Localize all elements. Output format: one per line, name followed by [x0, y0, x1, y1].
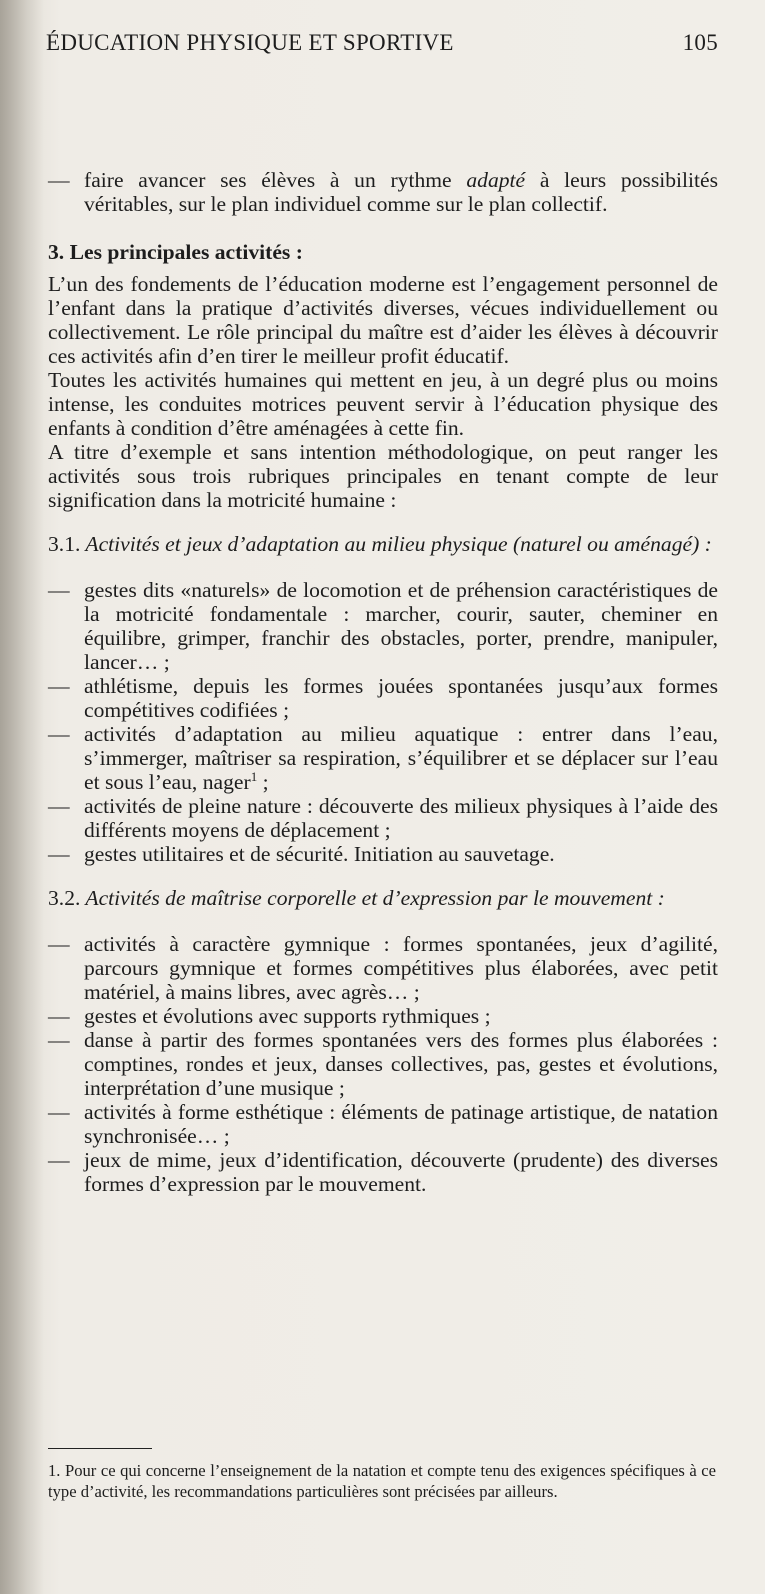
list-item [48, 794, 718, 842]
page-body [48, 168, 718, 1196]
dash-bullet: — [48, 794, 70, 818]
list-item-text: danse à partir des formes spontanées vers des formes plus élaborées : comptines, rondes et jeux, danses collectives, pas, gestes et évolutions, interprétation d’une musique ; [84, 1028, 718, 1100]
list-item-text: athlétisme, depuis les formes jouées spontanées jusqu’aux formes compétitives codifiées ; [84, 674, 718, 722]
intro-text-a: faire avancer ses élèves à un rythme [84, 168, 467, 192]
dash-bullet: — [48, 1004, 70, 1028]
footnote-separator [48, 1448, 152, 1449]
dash-bullet: — [48, 1028, 70, 1052]
dash-bullet: — [48, 842, 70, 866]
subsection-number: 3.1. [48, 532, 81, 556]
section-3-heading: 3. Les principales activités : [48, 240, 303, 264]
list-item [48, 932, 718, 1004]
subsection-3-2-heading [48, 886, 718, 910]
dash-bullet: — [48, 722, 70, 746]
list-item [48, 578, 718, 674]
subsection-title: Activités de maîtrise corporelle et d’expression par le mouvement : [85, 886, 665, 910]
list-item [48, 1004, 718, 1028]
list-item [48, 1100, 718, 1148]
running-title: ÉDUCATION PHYSIQUE ET SPORTIVE [46, 30, 454, 55]
section-3-paragraph: L’un des fondements de l’éducation moderne est l’engagement personnel de l’enfant dans la pratique d’activités diverses, vécues individuellement ou collectivement. Le rôle principal du maître est d’aider les élèves à découvrir ces activités afin d’en tirer le meilleur profit éducatif. [48, 272, 718, 368]
list-item [48, 1148, 718, 1196]
dash-bullet: — [48, 1100, 70, 1124]
binding-shadow [0, 0, 44, 1594]
dash-bullet: — [48, 168, 70, 192]
footnote: 1. Pour ce qui concerne l’enseignement de la natation et compte tenu des exigences spécifiques à ce type d’activité, les recommandations particulières sont précisées par ailleurs. [48, 1461, 716, 1501]
list-item-text: activités à caractère gymnique : formes spontanées, jeux d’agilité, parcours gymnique et formes compétitives plus élaborées, avec petit matériel, à mains libres, avec agrès… ; [84, 932, 718, 1004]
list-item [48, 1028, 718, 1100]
list-item-text: gestes et évolutions avec supports rythmiques ; [84, 1004, 491, 1028]
dash-bullet: — [48, 674, 70, 698]
intro-emphasis: adapté [466, 168, 526, 192]
dash-bullet: — [48, 932, 70, 956]
subsection-3-1-heading [48, 532, 718, 556]
list-item [48, 722, 718, 794]
list-item-text: activités à forme esthétique : éléments de patinage artistique, de natation synchronisée… ; [84, 1100, 718, 1148]
dash-bullet: — [48, 578, 70, 602]
subsection-title: Activités et jeux d’adaptation au milieu physique (naturel ou aménagé) : [85, 532, 712, 556]
list-item-text: activités de pleine nature : découverte des milieux physiques à l’aide des différents moyens de déplacement ; [84, 794, 718, 842]
list-item [48, 842, 718, 866]
section-3-paragraph: Toutes les activités humaines qui mettent en jeu, à un degré plus ou moins intense, les conduites motrices peuvent servir à l’éducation physique des enfants à condition d’être aménagées à cette fin. [48, 368, 718, 440]
subsection-number: 3.2. [48, 886, 81, 910]
page-header [46, 30, 718, 56]
list-item-text: activités d’adaptation au milieu aquatique : entrer dans l’eau, s’immerger, maîtriser sa respiration, s’équilibrer et se déplacer sur l’eau et sous l’eau, nager [84, 722, 718, 794]
list-item-tail: ; [257, 770, 269, 794]
page-number: 105 [682, 30, 718, 55]
intro-list-item [48, 168, 718, 216]
list-item [48, 674, 718, 722]
list-item-text: gestes utilitaires et de sécurité. Initiation au sauvetage. [84, 842, 555, 866]
footnote-reference: 1 [250, 769, 258, 784]
intro-text-b: à leurs possibilités véritables, sur le plan individuel comme sur le plan collectif. [84, 168, 718, 216]
list-item-text: jeux de mime, jeux d’identification, découverte (prudente) des diverses formes d’expression par le mouvement. [84, 1148, 718, 1196]
list-item-text: gestes dits «naturels» de locomotion et de préhension caractéristiques de la motricité fondamentale : marcher, courir, sauter, cheminer en équilibre, grimper, franchir des obstacles, porter, prendre, manipuler, lancer… ; [84, 578, 718, 674]
dash-bullet: — [48, 1148, 70, 1172]
section-3-paragraph: A titre d’exemple et sans intention méthodologique, on peut ranger les activités sous trois rubriques principales en tenant compte de leur signification dans la motricité humaine : [48, 440, 718, 512]
